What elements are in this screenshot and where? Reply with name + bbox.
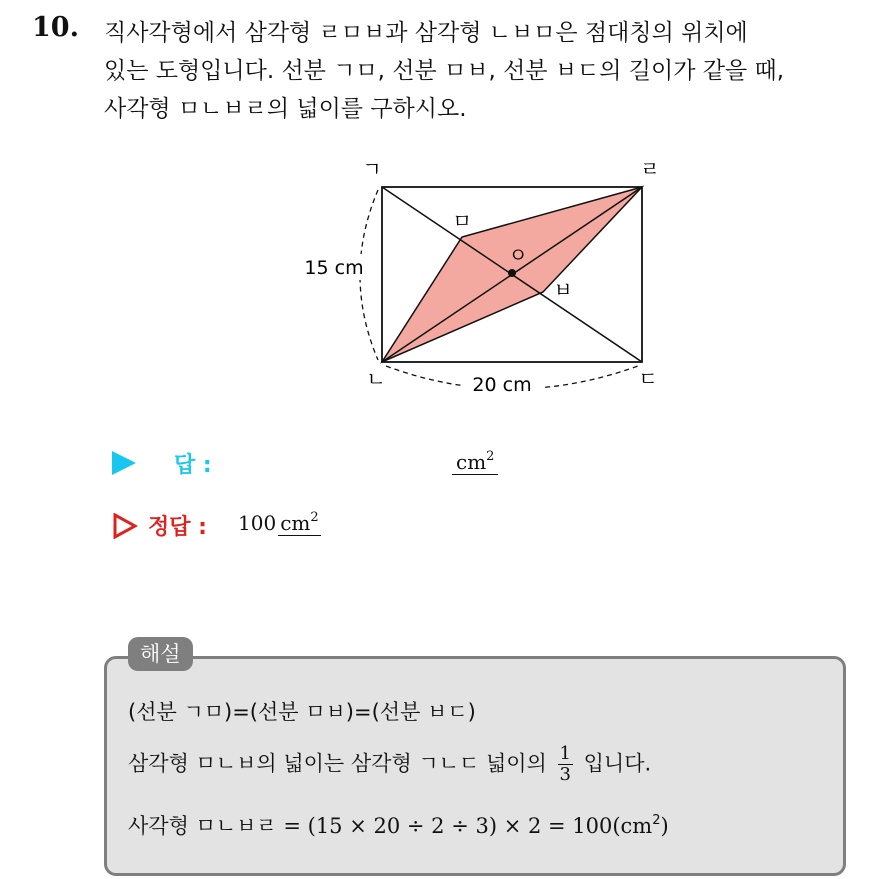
- explanation-line-3-unit: cm: [620, 814, 653, 838]
- center-label-o: ㅇ: [508, 243, 528, 267]
- explanation-line-3-text: 사각형 ㅁㄴㅂㄹ = (15 × 20 ÷ 2 ÷ 3) × 2 = 100(: [128, 814, 621, 838]
- correct-answer-value: [238, 511, 321, 535]
- correct-marker-icon: [112, 513, 138, 539]
- answer-unit-text: cm: [456, 450, 487, 474]
- explanation-line-2: [128, 744, 651, 785]
- explanation-line-2-end: 입니다.: [583, 751, 652, 776]
- rectangle-figure: [290, 150, 670, 400]
- correct-answer-label: 정답 :: [148, 515, 207, 540]
- fraction-denominator: 3: [559, 764, 571, 785]
- point-label-m: ㅁ: [452, 209, 472, 233]
- explanation-line-3: [128, 810, 669, 840]
- point-label-b: ㅂ: [553, 278, 573, 302]
- question-line-3: 사각형 ㅁㄴㅂㄹ의 넓이를 구하시오.: [104, 96, 467, 122]
- answer-marker-icon: [112, 451, 136, 475]
- answer-label: 답 :: [174, 453, 212, 478]
- correct-unit: [278, 511, 320, 536]
- vertex-label-r: ㄹ: [640, 157, 660, 181]
- vertex-label-n: ㄴ: [366, 367, 386, 391]
- vertex-label-d: ㄷ: [638, 367, 658, 391]
- correct-unit-text: cm: [280, 511, 311, 535]
- question-number: 10.: [32, 12, 79, 43]
- explanation-line-2-text: 삼각형 ㅁㄴㅂ의 넓이는 삼각형 ㄱㄴㄷ 넓이의: [128, 751, 547, 776]
- correct-number: 100: [238, 511, 277, 535]
- center-point: [508, 269, 516, 277]
- fraction-one-third: [558, 744, 573, 785]
- fraction-numerator: 1: [559, 743, 571, 764]
- vertex-label-g: ㄱ: [362, 157, 382, 181]
- question-line-2: 있는 도형입니다. 선분 ㄱㅁ, 선분 ㅁㅂ, 선분 ㅂㄷ의 길이가 같을 때,: [104, 58, 785, 84]
- answer-unit-exponent: 2: [486, 449, 495, 464]
- explanation-line-3-exponent: 2: [652, 813, 661, 828]
- explanation-line-3-end: ): [660, 814, 669, 838]
- bottom-length-label: 20 cm: [472, 374, 532, 396]
- side-length-label: 15 cm: [304, 257, 364, 279]
- answer-row: [112, 448, 612, 478]
- correct-answer-row: [112, 510, 612, 540]
- explanation-line-1: (선분 ㄱㅁ)=(선분 ㅁㅂ)=(선분 ㅂㄷ): [128, 700, 476, 724]
- question-text: [104, 14, 874, 128]
- correct-unit-exponent: 2: [310, 510, 319, 525]
- question-line-1: 직사각형에서 삼각형 ㄹㅁㅂ과 삼각형 ㄴㅂㅁ은 점대칭의 위치에: [104, 20, 748, 46]
- explanation-tag: 해설: [128, 637, 193, 671]
- answer-input-blank[interactable]: [452, 450, 498, 475]
